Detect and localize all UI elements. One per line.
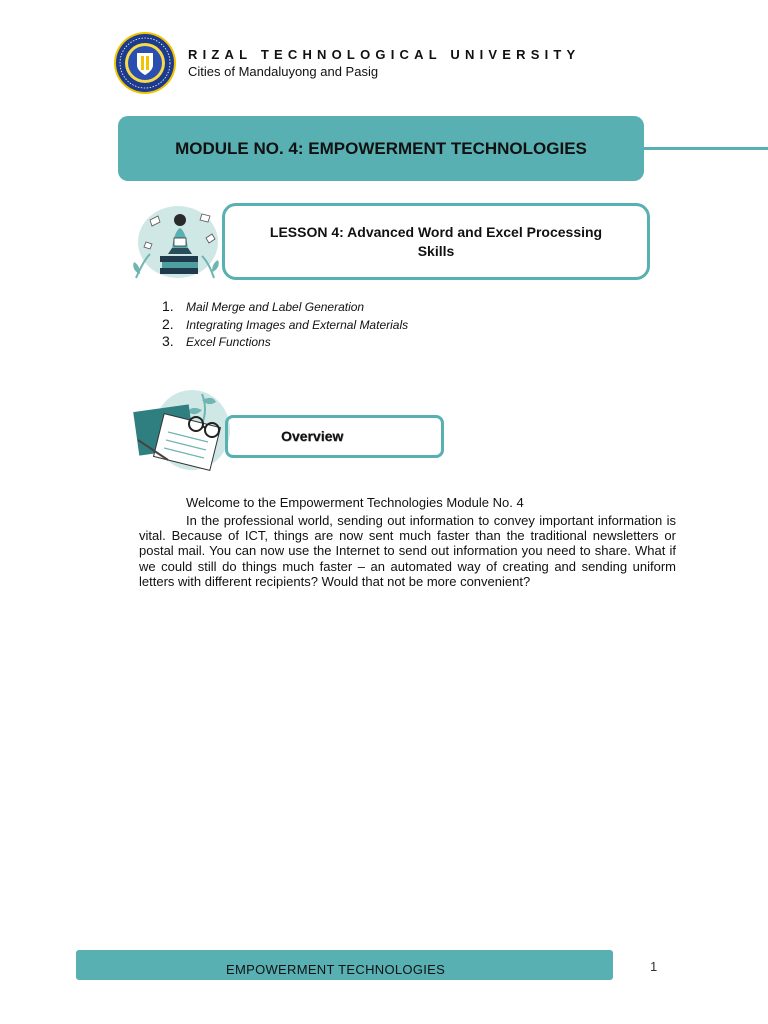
university-subtitle: Cities of Mandaluyong and Pasig — [188, 64, 379, 79]
woman-reading-books-icon — [128, 198, 228, 284]
lesson-title: LESSON 4: Advanced Word and Excel Processing Skills — [269, 223, 603, 259]
overview-body-paragraph: In the professional world, sending out information to convey important information is vital. Because of ICT, things are now sent much faster than the traditional newsletters or postal mail. You can now use the Internet to send out information you need to share. What if we could still do things much faster – an automated way of creating and sending uniform letters with different recipients? Would that not be more convenient? — [139, 513, 676, 589]
module-title: MODULE NO. 4: EMPOWERMENT TECHNOLOGIES — [175, 138, 587, 158]
overview-title: Overview — [281, 428, 344, 444]
module-banner — [118, 116, 644, 181]
list-item-text: Excel Functions — [186, 335, 271, 349]
page-number: 1 — [650, 959, 658, 974]
welcome-text: Welcome to the Empowerment Technologies Module No. 4 — [186, 495, 524, 510]
list-item — [162, 316, 408, 334]
list-item-text: Integrating Images and External Materials — [186, 317, 409, 332]
list-item — [162, 333, 408, 351]
module-banner-line — [640, 147, 768, 150]
lesson-topics-list — [162, 298, 408, 351]
university-name: RIZAL TECHNOLOGICAL UNIVERSITY — [188, 47, 581, 62]
footer-text: EMPOWERMENT TECHNOLOGIES — [226, 962, 446, 977]
list-item — [162, 298, 408, 316]
lesson-title-box — [222, 203, 650, 280]
list-item-number: 1. — [162, 298, 174, 314]
notepad-glasses-pencil-icon — [132, 384, 232, 476]
list-item-number: 2. — [162, 315, 174, 332]
list-item-text: Mail Merge and Label Generation — [186, 300, 365, 314]
university-seal-icon — [113, 31, 177, 95]
list-item-number: 3. — [162, 333, 174, 349]
